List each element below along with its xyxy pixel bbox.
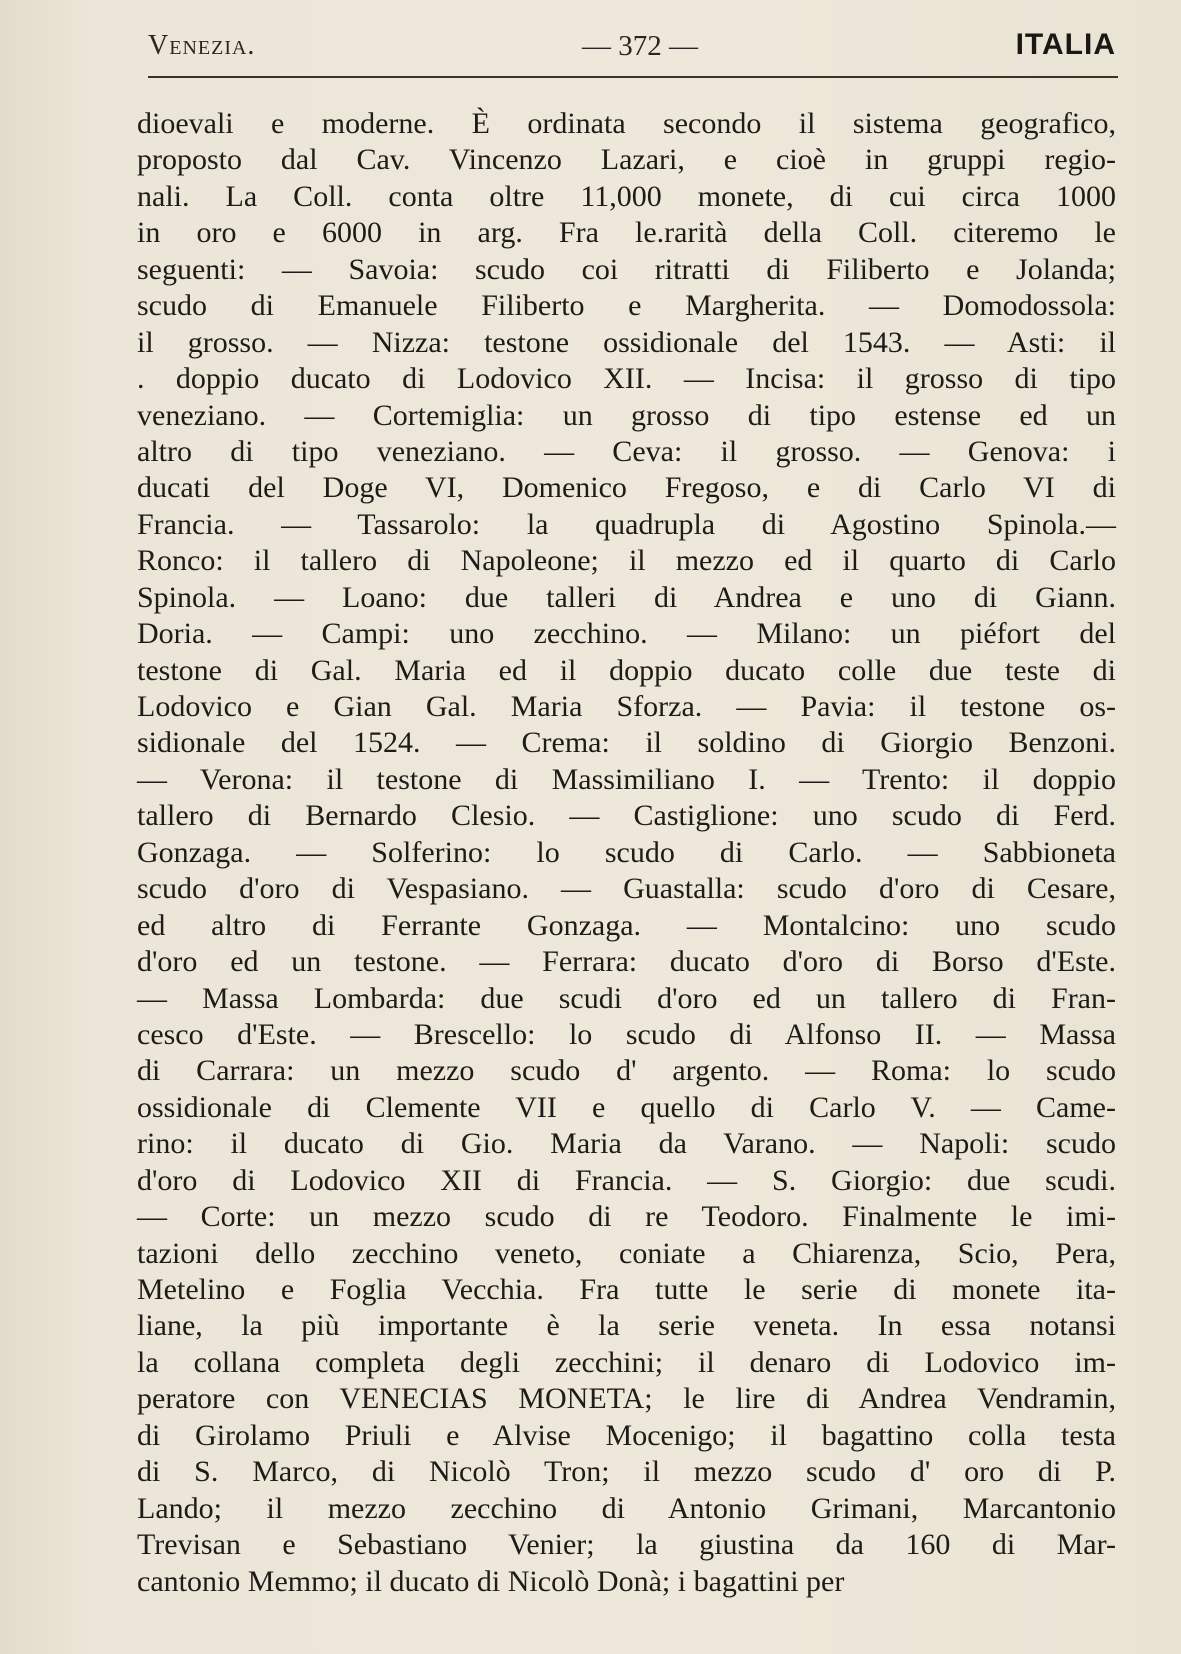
body-text	[137, 106, 1116, 1600]
text-line: Gonzaga. — Solferino: lo scudo di Carlo. — Sabbioneta	[137, 835, 1116, 869]
header-country: ITALIA	[1015, 28, 1116, 61]
text-line: in oro e 6000 in arg. Fra le.rarità della Coll. citeremo le	[137, 216, 1116, 250]
text-line: Trevisan e Sebastiano Venier; la giustina da 160 di Mar-	[137, 1528, 1116, 1562]
text-line: la collana completa degli zecchini; il denaro di Lodovico im-	[137, 1345, 1116, 1379]
header-city: Venezia.	[148, 30, 256, 61]
text-line: d'oro di Lodovico XII di Francia. — S. Giorgio: due scudi.	[137, 1163, 1116, 1197]
text-line: tazioni dello zecchino veneto, coniate a Chiarenza, Scio, Pera,	[137, 1236, 1116, 1270]
text-line: d'oro ed un testone. — Ferrara: ducato d'oro di Borso d'Este.	[137, 945, 1116, 979]
text-line: cantonio Memmo; il ducato di Nicolò Donà; i bagattini per	[137, 1564, 845, 1598]
text-line: di Girolamo Priuli e Alvise Mocenigo; il bagattino colla testa	[137, 1418, 1116, 1452]
running-header	[148, 28, 1116, 72]
text-line: liane, la più importante è la serie veneta. In essa notansi	[137, 1309, 1116, 1343]
text-line: veneziano. — Cortemiglia: un grosso di tipo estense ed un	[137, 398, 1116, 432]
text-line: Lodovico e Gian Gal. Maria Sforza. — Pavia: il testone os-	[137, 690, 1116, 723]
text-line: testone di Gal. Maria ed il doppio ducato colle due teste di	[137, 653, 1116, 687]
text-line: ed altro di Ferrante Gonzaga. — Montalcino: uno scudo	[137, 908, 1116, 942]
text-line: di Carrara: un mezzo scudo d' argento. — Roma: lo scudo	[137, 1054, 1116, 1088]
text-line: Spinola. — Loano: due talleri di Andrea e uno di Giann.	[137, 580, 1116, 614]
text-line: nali. La Coll. conta oltre 11,000 monete, di cui circa 1000	[137, 179, 1116, 213]
text-line: ducati del Doge VI, Domenico Fregoso, e di Carlo VI di	[137, 471, 1116, 505]
text-line: Doria. — Campi: uno zecchino. — Milano: un piéfort del	[137, 617, 1116, 651]
header-rule	[148, 76, 1118, 78]
text-line: seguenti: — Savoia: scudo coi ritratti di Filiberto e Jolanda;	[137, 252, 1116, 286]
text-line: il grosso. — Nizza: testone ossidionale del 1543. — Asti: il	[137, 325, 1116, 359]
text-line: — Massa Lombarda: due scudi d'oro ed un tallero di Fran-	[137, 981, 1116, 1015]
text-line: Lando; il mezzo zecchino di Antonio Grimani, Marcantonio	[137, 1491, 1116, 1525]
text-line: proposto dal Cav. Vincenzo Lazari, e cioè in gruppi regio-	[137, 143, 1116, 177]
text-line: dioevali e moderne. È ordinata secondo il sistema geografico,	[137, 107, 1116, 140]
text-line: sidionale del 1524. — Crema: il soldino di Giorgio Benzoni.	[137, 726, 1116, 760]
page-number: — 372 —	[582, 30, 698, 62]
text-line: ossidionale di Clemente VII e quello di Carlo V. — Came-	[137, 1090, 1116, 1124]
text-line: — Corte: un mezzo scudo di re Teodoro. Finalmente le imi-	[137, 1200, 1116, 1234]
text-line: . doppio ducato di Lodovico XII. — Incisa: il grosso di tipo	[137, 362, 1116, 396]
text-line: peratore con VENECIAS MONETA; le lire di Andrea Vendramin,	[137, 1382, 1116, 1416]
text-line: cesco d'Este. — Brescello: lo scudo di Alfonso II. — Massa	[137, 1017, 1116, 1051]
text-line: tallero di Bernardo Clesio. — Castiglione: uno scudo di Ferd.	[137, 799, 1116, 833]
text-line: di S. Marco, di Nicolò Tron; il mezzo scudo d' oro di P.	[137, 1455, 1116, 1489]
text-line: altro di tipo veneziano. — Ceva: il grosso. — Genova: i	[137, 434, 1116, 468]
text-line: — Verona: il testone di Massimiliano I. — Trento: il doppio	[137, 762, 1116, 796]
text-line: scudo d'oro di Vespasiano. — Guastalla: scudo d'oro di Cesare,	[137, 872, 1116, 906]
text-line: scudo di Emanuele Filiberto e Margherita. — Domodossola:	[137, 289, 1116, 323]
text-line: Metelino e Foglia Vecchia. Fra tutte le serie di monete ita-	[137, 1273, 1116, 1306]
text-line: Ronco: il tallero di Napoleone; il mezzo ed il quarto di Carlo	[137, 544, 1116, 578]
text-line: rino: il ducato di Gio. Maria da Varano. — Napoli: scudo	[137, 1127, 1116, 1161]
text-line: Francia. — Tassarolo: la quadrupla di Agostino Spinola.—	[137, 507, 1116, 541]
